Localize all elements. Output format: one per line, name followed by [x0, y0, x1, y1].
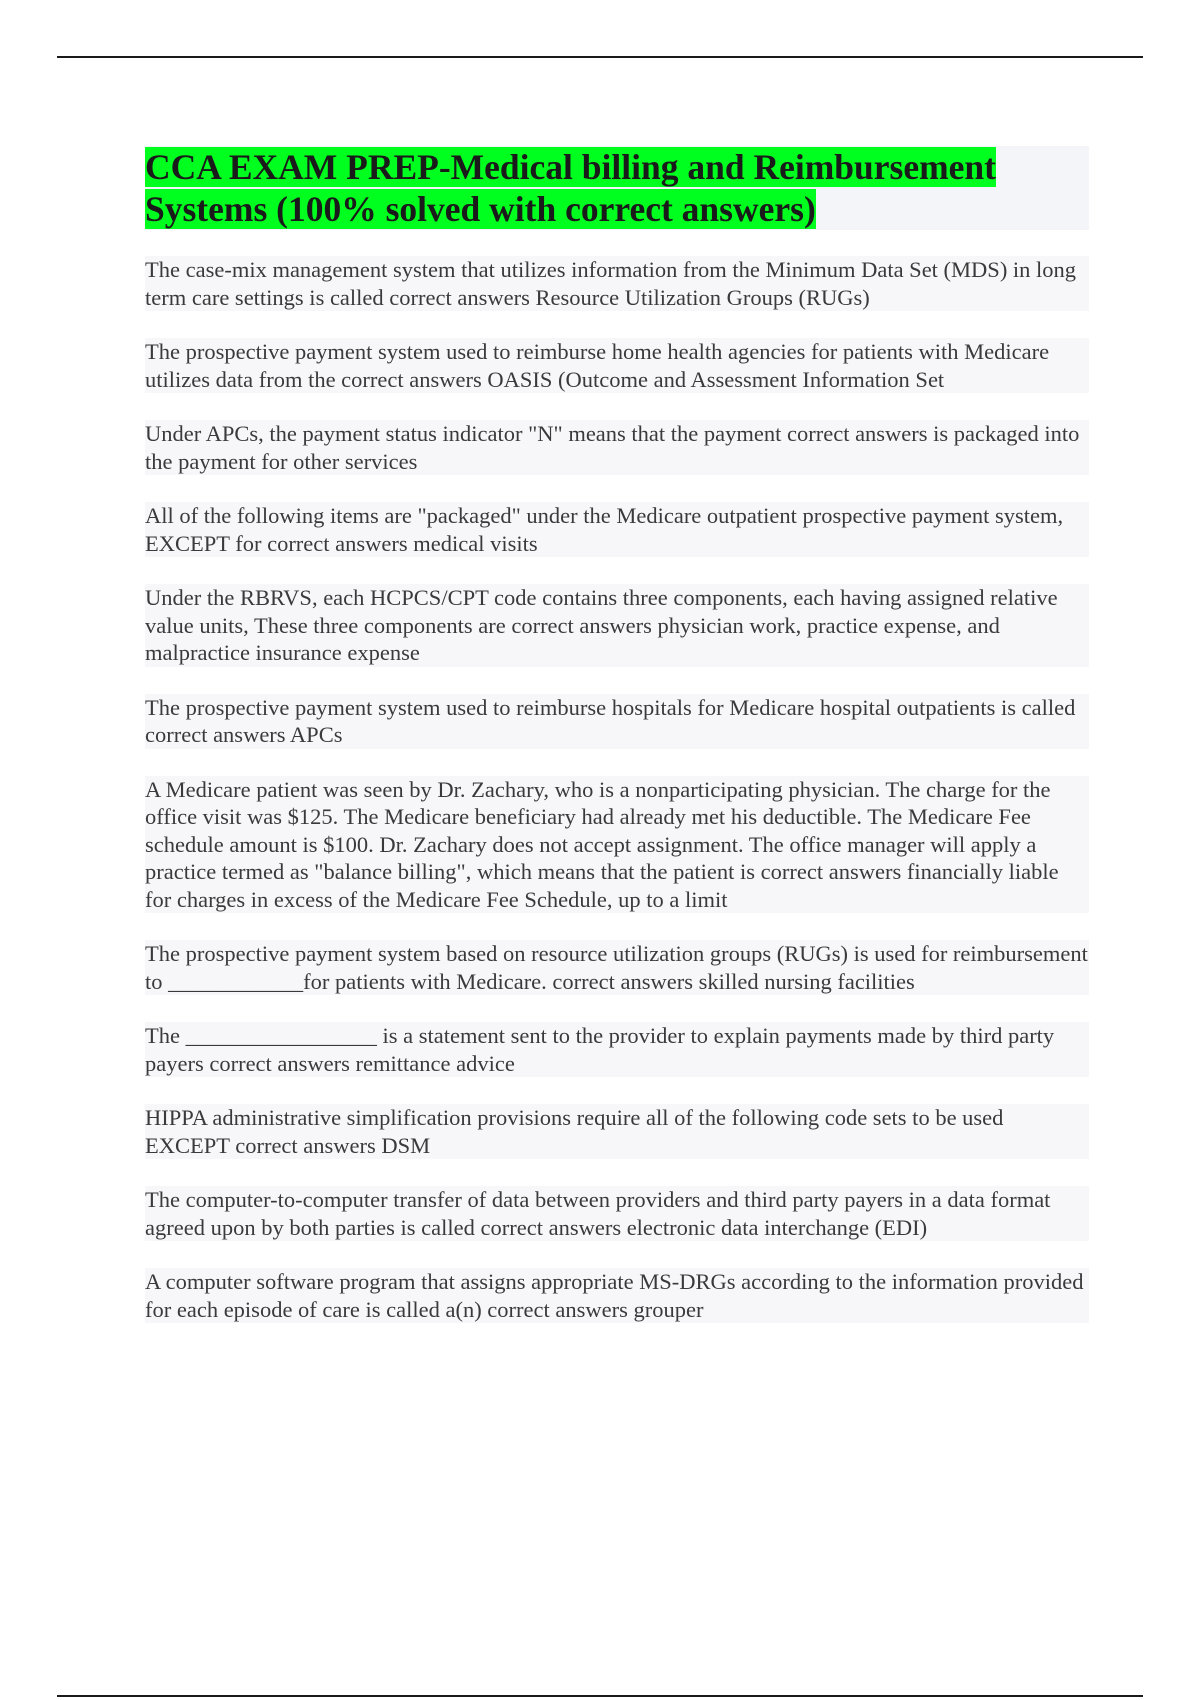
qa-item: Under APCs, the payment status indicator "N" means that the payment correct answers is packaged into the payment for other services	[145, 420, 1089, 475]
qa-item: HIPPA administrative simplification provisions require all of the following code sets to be used EXCEPT correct answers DSM	[145, 1104, 1089, 1159]
document-title	[145, 146, 1089, 230]
qa-item: The case-mix management system that utilizes information from the Minimum Data Set (MDS) in long term care settings is called correct answers Resource Utilization Groups (RUGs)	[145, 256, 1089, 311]
qa-item: The prospective payment system used to reimburse home health agencies for patients with Medicare utilizes data from the correct answers OASIS (Outcome and Assessment Information Set	[145, 338, 1089, 393]
qa-item: The prospective payment system used to reimburse hospitals for Medicare hospital outpatients is called correct answers APCs	[145, 694, 1089, 749]
qa-item: The prospective payment system based on resource utilization groups (RUGs) is used for reimbursement to ____________for patients with Medicare. correct answers skilled nursing facilities	[145, 941, 1088, 994]
title-highlight: CCA EXAM PREP-Medical billing and Reimbursement Systems (100% solved with correct answers)	[145, 147, 996, 229]
top-rule	[57, 56, 1143, 58]
qa-item: All of the following items are "packaged" under the Medicare outpatient prospective payment system, EXCEPT for correct answers medical visits	[145, 502, 1089, 557]
qa-item: The _________________ is a statement sent to the provider to explain payments made by third party payers correct answers remittance advice	[145, 1022, 1089, 1077]
qa-item: Under the RBRVS, each HCPCS/CPT code contains three components, each having assigned relative value units, These three components are correct answers physician work, practice expense, and malpractice insurance expense	[145, 584, 1089, 667]
document-body	[145, 146, 1089, 1350]
qa-item: The computer-to-computer transfer of data between providers and third party payers in a data format agreed upon by both parties is called correct answers electronic data interchange (EDI)	[145, 1186, 1089, 1241]
bottom-rule	[57, 1695, 1143, 1697]
title-block	[145, 146, 1089, 230]
qa-item: A computer software program that assigns appropriate MS-DRGs according to the information provided for each episode of care is called a(n) correct answers grouper	[145, 1268, 1089, 1323]
qa-item: A Medicare patient was seen by Dr. Zachary, who is a nonparticipating physician. The charge for the office visit was $125. The Medicare beneficiary had already met his deductible. The Medicare Fee schedule amount is $100. Dr. Zachary does not accept assignment. The office manager will apply a practice termed as "balance billing", which means that the patient is correct answers financially liable for charges in excess of the Medicare Fee Schedule, up to a limit	[145, 776, 1089, 914]
